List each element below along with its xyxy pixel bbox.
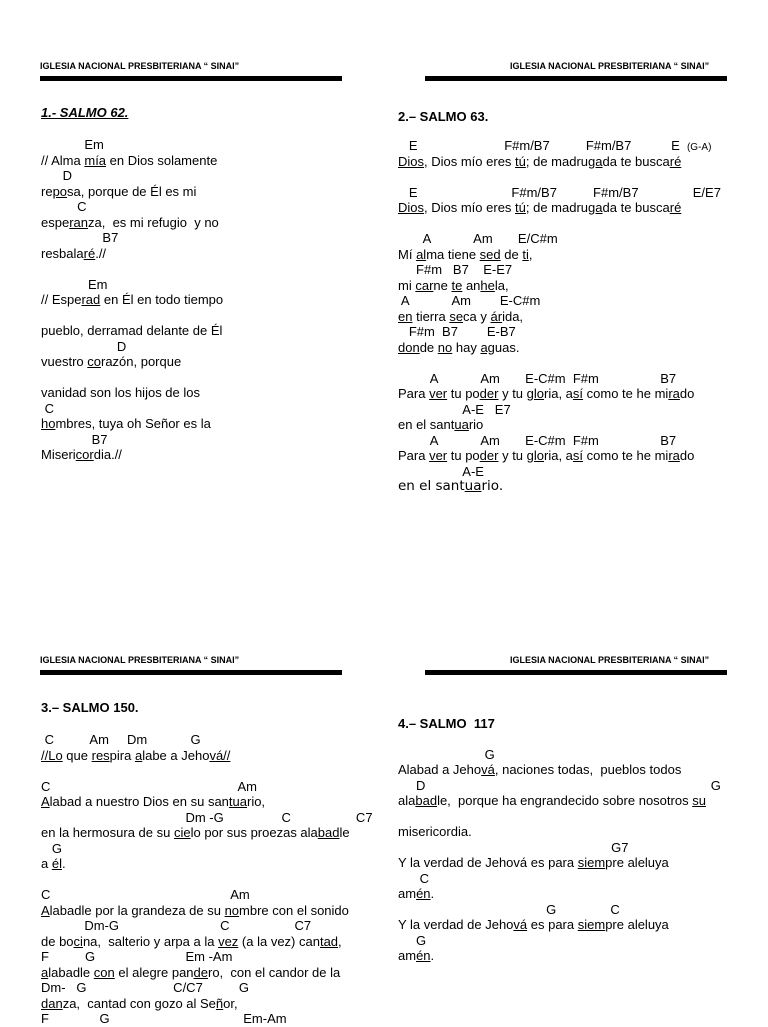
song-line: Misericordia.// [41, 447, 122, 462]
song-line: C [41, 199, 87, 214]
song-line: A-E [398, 463, 484, 479]
song-line: G7 [398, 839, 629, 855]
song-line: G C [398, 901, 620, 917]
song-line: resbalaré.// [41, 245, 107, 261]
rule-top-right [425, 76, 727, 81]
song-line: alabadle, porque ha engrandecido sobre nosotros su [398, 793, 706, 808]
song-line: en el santuario [398, 417, 484, 432]
song-line: danza, cantad con gozo al Señor, [41, 995, 238, 1011]
song-body-salmo-62 [41, 137, 361, 463]
song-line: D [41, 168, 73, 183]
song-line: Alabad a nuestro Dios en su santuario, [41, 794, 266, 809]
header-top-left: IGLESIA NACIONAL PRESBITERIANA “ SINAI” [40, 61, 240, 71]
song-line: en la hermosura de su cielo por sus proezas alabadle [41, 825, 350, 840]
song-line: Alabad a Jehová, naciones todas, pueblos todos [398, 762, 682, 777]
song-line: F G Em-Am [41, 1011, 287, 1026]
song-line: Y la verdad de Jehová es para siempre aleluya [398, 855, 669, 870]
song-line: Dios, Dios mío eres tú; de madrugada te buscaré [398, 200, 682, 215]
song-line: Dm -G C C7 [41, 809, 373, 825]
song-title-salmo-117: 4.– SALMO 117 [398, 716, 495, 731]
song-line: A Am E-C#m [398, 293, 541, 308]
song-line [398, 809, 738, 825]
header-top-right: IGLESIA NACIONAL PRESBITERIANA “ SINAI” [510, 61, 710, 71]
song-line: C [41, 400, 54, 416]
song-line [398, 216, 738, 232]
song-line: C Am [41, 887, 250, 902]
song-line: vanidad son los hijos de los [41, 385, 200, 400]
song-line: C [398, 870, 430, 886]
song-line: Em [41, 137, 104, 152]
song-line: C Am [41, 778, 257, 794]
song-line: Dios, Dios mío eres tú; de madrugada te buscaré [398, 153, 682, 169]
song-line: // Esperad en Él en todo tiempo [41, 292, 224, 307]
song-line: F G Em -Am [41, 949, 233, 964]
song-line [398, 169, 738, 185]
song-line: alabadle con el alegre pandero, con el candor de la [41, 964, 341, 980]
song-title-salmo-150: 3.– SALMO 150. [41, 700, 139, 715]
song-line: pueblo, derramad delante de Él [41, 323, 223, 338]
song-line: C Am Dm G [41, 732, 201, 747]
song-line [41, 308, 361, 324]
song-line: A Am E-C#m F#m B7 [398, 432, 677, 448]
song-line: D [41, 338, 127, 354]
song-line: A Am E-C#m F#m B7 [398, 370, 677, 386]
song-line: //Lo que respira alabe a Jehová// [41, 747, 231, 763]
song-line: A Am E/C#m [398, 231, 558, 246]
song-line: A-E E7 [398, 401, 511, 417]
song-line: E F#m/B7 F#m/B7 E/E7 [398, 184, 721, 200]
song-line [41, 872, 371, 888]
song-line: esperanza, es mi refugio y no [41, 214, 219, 230]
song-line: donde no hay aguas. [398, 339, 520, 355]
song-line: en tierra seca y árida, [398, 308, 524, 324]
song-line: Y la verdad de Jehová es para siempre aleluya [398, 917, 669, 932]
song-line: misericordia. [398, 824, 472, 839]
song-line: Mí alma tiene sed de ti, [398, 246, 533, 262]
header-bottom-right: IGLESIA NACIONAL PRESBITERIANA “ SINAI” [510, 655, 710, 665]
song-body-salmo-117 [398, 731, 738, 964]
song-line: D G [398, 777, 721, 793]
song-line: vuestro corazón, porque [41, 354, 182, 369]
song-line: G [41, 840, 62, 856]
song-body-salmo-63 [398, 138, 738, 495]
song-line: E F#m/B7 F#m/B7 E (G-A) [398, 138, 712, 153]
song-line: Para ver tu poder y tu gloria, así como te he mirado [398, 386, 695, 401]
song-line: G [398, 932, 427, 948]
song-line [41, 261, 361, 277]
song-title-salmo-62: 1.- SALMO 62. [41, 105, 129, 120]
song-body-salmo-150 [41, 732, 371, 1027]
song-line: reposa, porque de Él es mi [41, 183, 197, 199]
song-line: B7 [41, 431, 108, 447]
song-line: amén. [398, 886, 435, 901]
song-line: // Alma mía en Dios solamente [41, 152, 218, 168]
song-line: Alabadle por la grandeza de su nombre con el sonido [41, 902, 349, 918]
song-line: F#m B7 E-E7 [398, 262, 513, 277]
song-line: Para ver tu poder y tu gloria, así como te he mirado [398, 448, 695, 463]
song-line: B7 [41, 230, 119, 245]
rule-top-left [40, 76, 342, 81]
header-bottom-left: IGLESIA NACIONAL PRESBITERIANA “ SINAI” [40, 655, 240, 665]
song-line [398, 731, 738, 747]
song-line: G [398, 746, 495, 762]
song-title-salmo-63: 2.– SALMO 63. [398, 109, 489, 124]
song-line: F#m B7 E-B7 [398, 324, 516, 339]
rule-bottom-left [40, 670, 342, 675]
song-line: Em [41, 276, 108, 292]
song-line: hombres, tuya oh Señor es la [41, 416, 211, 431]
song-line [41, 370, 361, 386]
song-line [41, 763, 371, 779]
song-line: Dm- G C/C7 G [41, 980, 250, 995]
song-line [398, 355, 738, 371]
song-line: de bocina, salterio y arpa a la vez (a la vez) cantad, [41, 933, 342, 949]
rule-bottom-right [425, 670, 727, 675]
song-line: en el santuario. [398, 478, 504, 494]
song-line: amén. [398, 948, 435, 963]
song-line: Dm-G C C7 [41, 918, 312, 933]
song-line: mi carne te anhela, [398, 277, 509, 293]
song-line: a él. [41, 856, 66, 871]
